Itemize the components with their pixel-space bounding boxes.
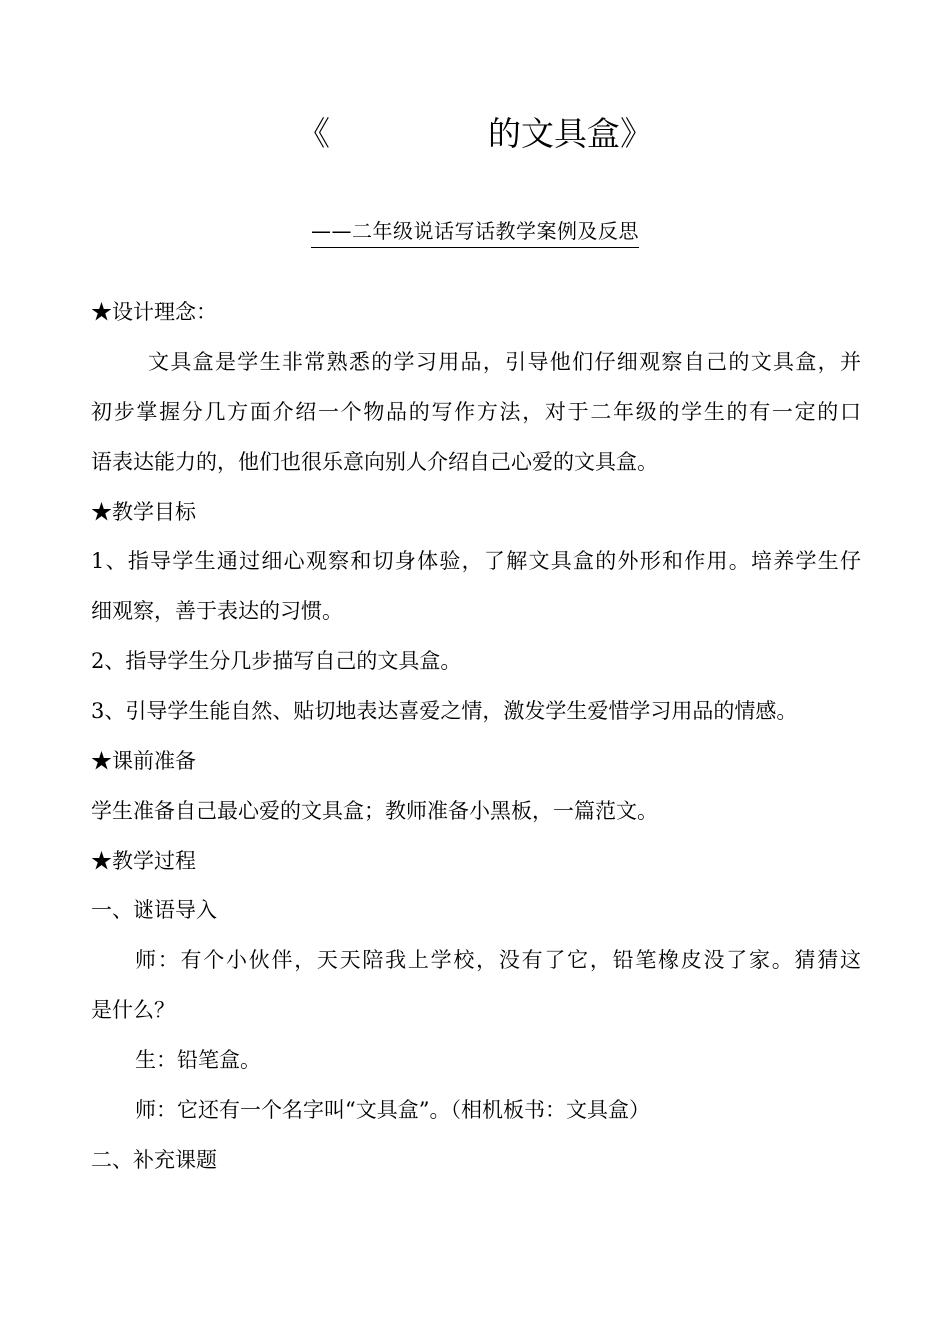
title-suffix: 的文具盒》 (488, 114, 653, 153)
subtitle-text: ——二年级说话写话教学案例及反思 (311, 217, 639, 248)
process-section-2: 二、补充课题 (91, 1148, 217, 1172)
document-title (0, 112, 950, 156)
prep-heading: ★课前准备 (91, 749, 196, 773)
document-subtitle (0, 217, 950, 248)
design-line-3: 语表达能力的，他们也很乐意向别人介绍自己心爱的文具盒。 (91, 450, 658, 474)
process-teacher-1a: 师：有个小伙伴，天天陪我上学校，没有了它，铅笔橡皮没了家。猜猜这 (135, 948, 861, 972)
design-line-1: 文具盒是学生非常熟悉的学习用品，引导他们仔细观察自己的文具盒，并 (148, 350, 861, 374)
goals-line-1: 1、指导学生通过细心观察和切身体验，了解文具盒的外形和作用。培养学生仔 (91, 549, 861, 573)
process-student-1: 生：铅笔盒。 (135, 1048, 261, 1072)
design-heading: ★设计理念： (91, 300, 217, 324)
goals-line-3: 2、指导学生分几步描写自己的文具盒。 (91, 649, 462, 673)
design-line-2: 初步掌握分几方面介绍一个物品的写作方法，对于二年级的学生的有一定的口 (91, 400, 861, 424)
goals-line-2: 细观察，善于表达的习惯。 (91, 599, 343, 623)
process-teacher-1b: 是什么？ (91, 998, 175, 1022)
goals-line-4: 3、引导学生能自然、贴切地表达喜爱之情，激发学生爱惜学习用品的情感。 (91, 699, 798, 723)
process-teacher-2: 师：它还有一个名字叫“文具盒”。（相机板书：文具盒） (135, 1098, 650, 1122)
process-heading: ★教学过程 (91, 849, 196, 873)
prep-line: 学生准备自己最心爱的文具盒；教师准备小黑板，一篇范文。 (91, 799, 658, 823)
title-prefix: 《 (297, 114, 330, 153)
goals-heading: ★教学目标 (91, 500, 196, 524)
process-section-1: 一、谜语导入 (91, 898, 217, 922)
